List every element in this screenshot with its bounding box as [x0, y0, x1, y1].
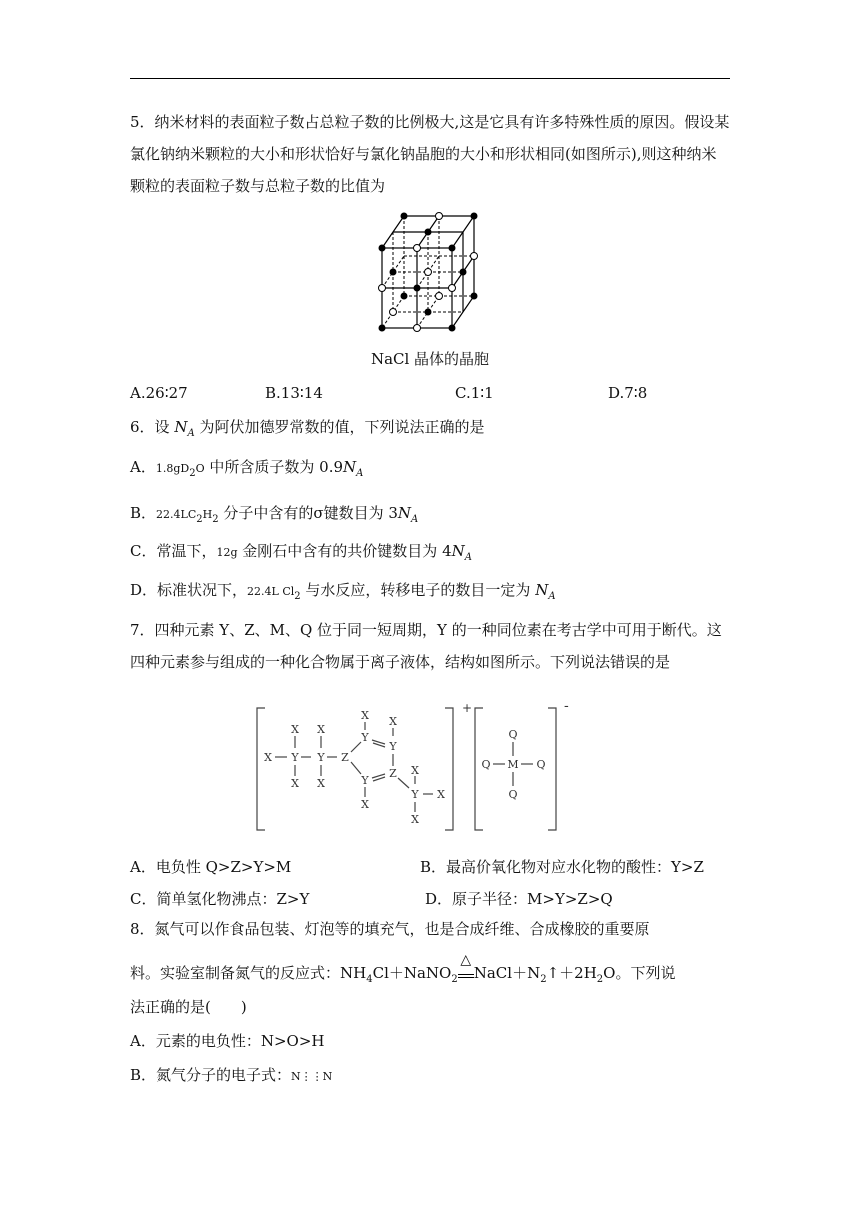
q5-option-a: A.26∶27: [130, 384, 188, 402]
atom-q: Q: [508, 728, 518, 741]
q7-option-c: C．简单氢化物沸点：Z>Y: [130, 890, 310, 908]
atom-y: Y: [389, 740, 397, 753]
atom-x: X: [361, 798, 369, 811]
q5-option-d: D.7∶8: [608, 384, 648, 402]
atom-y: Y: [361, 731, 369, 744]
atom-x: X: [411, 813, 419, 826]
q8-option-b: B．氮气分子的电子式：N⋮⋮N: [130, 1066, 333, 1084]
atom-m: M: [507, 758, 519, 771]
atom-x: X: [291, 777, 299, 790]
figure-caption: NaCl 晶体的晶胞: [370, 350, 490, 368]
q8-reaction-line: 料。实验室制备氮气的反应式：$NH_4Cl+NaNO_2$ △ $NaCl+N_2↑+2H_2O$。下列说: [130, 952, 676, 985]
q5-text: 5．纳米材料的表面粒子数占总粒子数的比例极大,这是它具有许多特殊性质的原因。假设某氯化钠纳米颗粒的大小和形状恰好与氯化钠晶胞的大小和形状相同(如图所示),则这种纳米颗粒的表面粒子数与总粒子数的比值为: [130, 113, 730, 195]
atom-z: Z: [389, 767, 397, 780]
q6-stem: 6．设 $N_A$ 为阿伏加德罗常数的值，下列说法正确的是: [130, 418, 485, 439]
atom-z: Z: [341, 751, 349, 764]
atom-x: X: [291, 723, 299, 736]
heat-symbol: △: [460, 952, 472, 968]
q8-option-a: A．元素的电负性：N>O>H: [130, 1032, 325, 1050]
nacl-unit-cell-diagram: [372, 208, 482, 336]
q6-option-b: B．$22.4LC_2H_2$ 分子中含有的σ键数目为 $3N_A$: [130, 504, 419, 525]
atom-q: Q: [481, 758, 491, 771]
q6-option-d: D．标准状况下，22.4L $Cl_2$ 与水反应，转移电子的数目一定为 $N_A$: [130, 581, 556, 602]
q8-line3: 法正确的是( ): [130, 998, 247, 1016]
atom-q: Q: [508, 788, 518, 801]
electron-formula: N⋮⋮N: [291, 1070, 333, 1083]
cation-charge: +: [462, 701, 473, 715]
ionic-liquid-structure-diagram: [255, 700, 585, 835]
anion-charge: -: [564, 700, 569, 714]
q7-option-d: D．原子半径：M>Y>Z>Q: [425, 890, 613, 908]
q6-option-a: A．$1.8gD_2O$ 中所含质子数为 $0.9N_A$: [130, 458, 364, 479]
atom-x: X: [361, 709, 369, 722]
atom-x: X: [264, 751, 272, 764]
atom-x: X: [411, 764, 419, 777]
header-rule: [130, 78, 730, 79]
q7-text: 7．四种元素 Y、Z、M、Q 位于同一短周期，Y 的一种同位素在考古学中可用于断代。这四种元素参与组成的一种化合物属于离子液体，结构如图所示。下列说法错误的是: [130, 621, 722, 671]
atom-x: X: [437, 788, 445, 801]
q7-option-b: B．最高价氧化物对应水化物的酸性：Y>Z: [420, 858, 704, 876]
atom-x: X: [317, 777, 325, 790]
atom-y: Y: [411, 788, 419, 801]
q8-line1: 8．氮气可以作食品包装、灯泡等的填充气，也是合成纤维、合成橡胶的重要原: [130, 920, 650, 938]
atom-y: Y: [361, 774, 369, 787]
q7-option-a: A．电负性 Q>Z>Y>M: [130, 858, 292, 876]
q5-option-c: C.1∶1: [455, 384, 494, 402]
atom-q: Q: [536, 758, 546, 771]
q5-option-b: B.13∶14: [265, 384, 323, 402]
atom-y: Y: [317, 751, 325, 764]
atom-y: Y: [291, 751, 299, 764]
q6-option-c: C．常温下，12g 金刚石中含有的共价键数目为 $4N_A$: [130, 542, 472, 563]
atom-x: X: [317, 723, 325, 736]
atom-x: X: [389, 715, 397, 728]
